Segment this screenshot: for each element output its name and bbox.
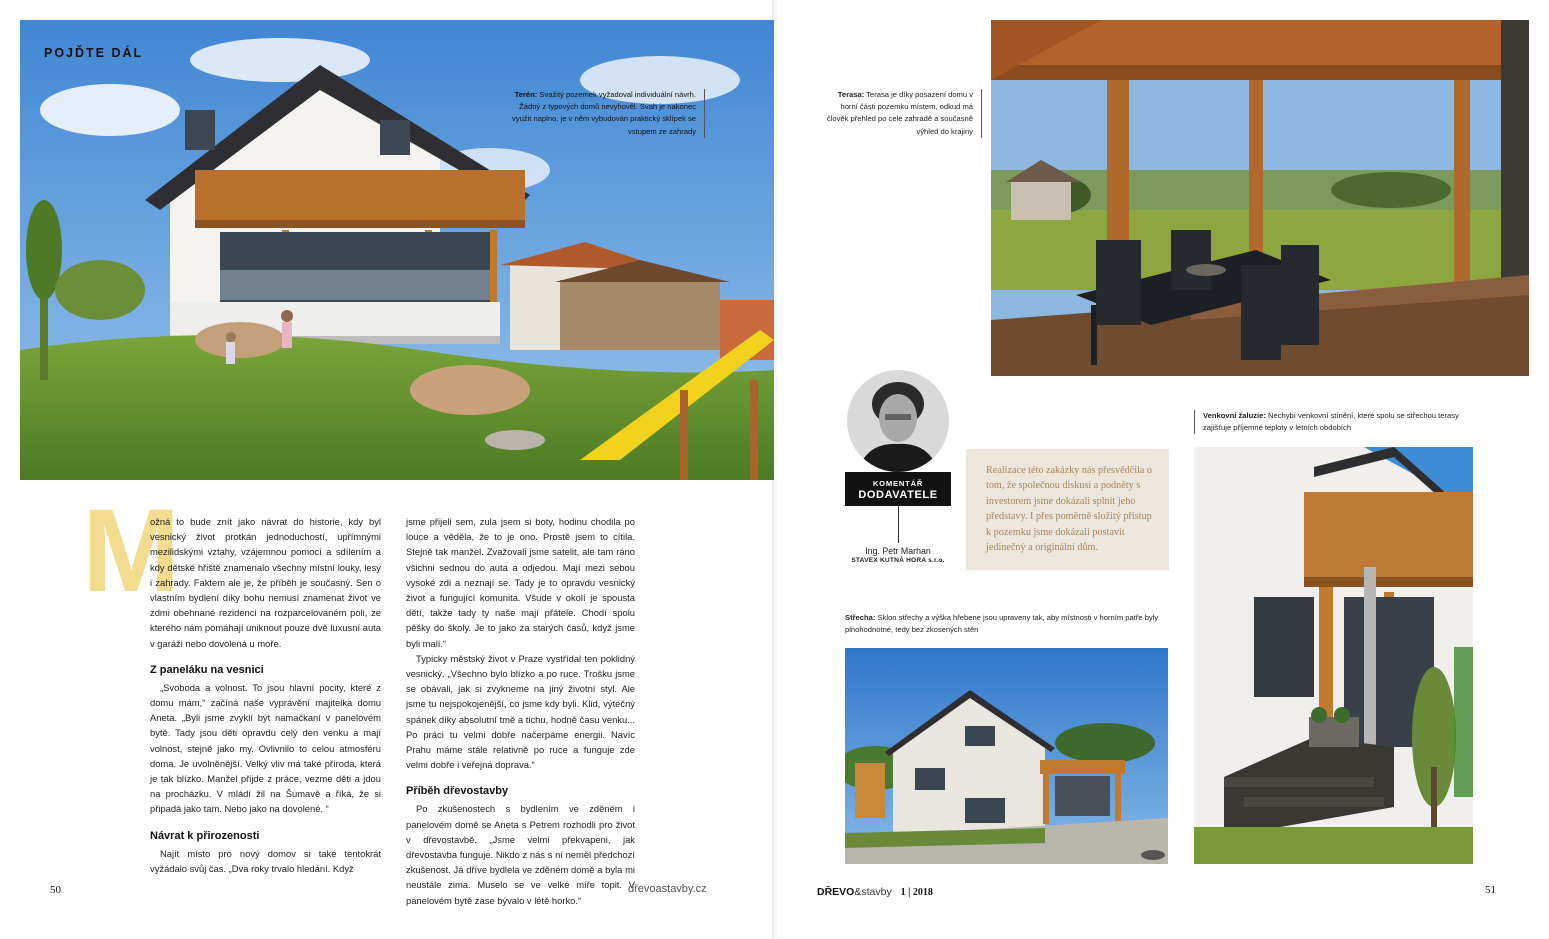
footer-logo-part-a: DŘEVO bbox=[817, 886, 855, 898]
article-column-1 bbox=[150, 514, 381, 876]
footer-logo-website: dřevoastavby.cz bbox=[628, 883, 707, 895]
caption-roof-text: Sklon střechy a výška hřebene jsou upraveny tak, aby místnosti v horním patře byly plnohodnotné, tedy bez zkosených stěn bbox=[845, 613, 1159, 635]
supplier-quote-box bbox=[966, 449, 1169, 570]
subheading-wood-story: Příběh dřevostavby bbox=[406, 785, 509, 798]
section-tag: POJĎTE DÁL bbox=[44, 46, 144, 60]
caption-terrain bbox=[510, 89, 705, 138]
caption-blinds-label: Venkovní žaluzie: bbox=[1203, 411, 1266, 420]
caption-terrace-label: Terasa: bbox=[837, 90, 865, 99]
page-number-left: 50 bbox=[50, 884, 61, 896]
paragraph: Najít místo pro nový domov si také tentokrát vyžádalo svůj čas. „Dva roky trvalo hledání. Když bbox=[150, 847, 381, 874]
paragraph: Po zkušenostech s bydlením ve zděném i panelovém domě se Aneta s Petrem rozhodli pro život v dřevostavbě. „Jsme velmi překvapeni, jak dřevostavba funguje. Nikdo z nás s ní neměl předchozí zkušenost. Já dříve bydlela ve zděném domě a byla mi neustále zima. Muselo se ve velké míře topit. V panelovém bytě zase bývalo v létě horko.“ bbox=[406, 803, 635, 906]
supplier-comment-label bbox=[845, 472, 951, 506]
supplier-quote-text: Realizace této zakázky nás přesvědčila o tom, že společnou diskusí a podněty s investorem jsme dokázali splnit jeho představy. I přes poměrně složitý přístup k pozemku jsme dokázali postavit jedinečný a originální dům. bbox=[986, 465, 1153, 554]
paragraph: jsme přijeli sem, zula jsem si boty, hodinu chodila po louce a věděla, že to je ono. Prostě jsem to cítila. Stejně tak manžel. Zvažovali jsme satelit, ale tam ráno všichni sednou do auta a odjedou. Mají mezi sebou vysoké zdi a neznají se. Tady je to opravdu vesnický život a fungující komunita. Všude v okolí je spousta dětí, takže tady ty naše mají přátele. Chodí spolu pěšky do školy. Je to jako za starých časů, když jsme byli malí.“ bbox=[406, 516, 635, 649]
comment-label-bottom: DODAVATELE bbox=[858, 489, 938, 501]
paragraph: Typicky městský život v Praze vystřídal ten poklidný vesnický. „Všechno bylo blízko a po ruce. Trošku jsme se obávali, jak si zvykneme na jiný životní styl. Ale jsme tu nejspokojenější, co jsme kdy byli. Klid, výtečný spánek díky absolutní tmě a tichu, hodně času venku... Po práci tu velmi dobře načerpáme energii. Navíc Prahu máme stále relativně po ruce a funguje zde velmi dobře i veřejná doprava.“ bbox=[406, 652, 635, 771]
terrace-photo bbox=[991, 20, 1529, 376]
article-column-2 bbox=[406, 514, 635, 908]
caption-terrain-text: Svažitý pozemek vyžadoval individuální návrh. Žádný z typových domů nevyhověl. Svah je nakonec využit naplno, je v něm vybudován praktický sklípek se vstupem ze zahrady bbox=[511, 90, 696, 136]
caption-terrain-label: Terén: bbox=[514, 90, 538, 99]
page-number-right: 51 bbox=[1485, 884, 1496, 896]
caption-roof bbox=[845, 612, 1175, 636]
supplier-firm: STAVEX KUTNÁ HORA s.r.o. bbox=[851, 557, 945, 564]
supplier-name: Ing. Petr Marhan bbox=[865, 546, 931, 556]
paragraph: ožná to bude znít jako návrat do historie, kdy byl vesnický život protkán jednoduchostí, upřímnými mezilidskými vztahy, vzájemnou pomocí a sdílením a kdy dětské hřiště znamenalo všechny místní louky, lesy i zahrady. Faktem ale je, že příběh je současný. Sen o vlastním bydlení díky bohu nemusí znamenat život ve zdmi obehnané rezidenci na rozparcelovaném poli, ze kterého nám pomáhají uniknout pouze dvě luxusní auta v garáži nebo dovolená u moře. bbox=[150, 516, 381, 649]
issue-number: 1 | 2018 bbox=[900, 887, 933, 898]
footer-logo-magazine bbox=[817, 886, 933, 898]
supplier-divider bbox=[898, 506, 899, 543]
supplier-portrait bbox=[847, 370, 949, 472]
caption-terrace-text: Terasa je díky posazení domu v horní části pozemku místem, odkud má člověk přehled po celé zahradě a současně výhled do krajiny bbox=[826, 90, 973, 136]
caption-roof-label: Střecha: bbox=[845, 613, 876, 622]
subheading-from-panel: Z paneláku na vesnici bbox=[150, 663, 264, 676]
subheading-return-to-nature: Návrat k přirozenosti bbox=[150, 829, 260, 842]
drop-cap: M bbox=[82, 485, 181, 617]
caption-terrace bbox=[823, 89, 982, 138]
footer-logo-part-b: &stavby bbox=[854, 886, 892, 898]
right-page bbox=[777, 0, 1549, 939]
caption-blinds-text: Nechybí venkovní stínění, které spolu se střechou terasy zajišťuje příjemné teploty v letních obdobích bbox=[1203, 411, 1459, 433]
roof-house-photo bbox=[845, 648, 1168, 864]
entrance-blinds-photo bbox=[1194, 447, 1473, 864]
left-page bbox=[0, 0, 772, 939]
comment-label-top: KOMENTÁŘ bbox=[872, 479, 924, 488]
paragraph: „Svoboda a volnost. To jsou hlavní pocity, které z domu mám,“ začíná naše vyprávění majitelka domu Aneta. „Byli jsme zvyklí být namačkaní v panelovém bytě. Tady jsou děti opravdu celý den venku a mají volnost, stejně jako my. Ovlivnilo to celou atmosféru doma. Je uvolněnější. Velký vliv má také příroda, která je tak blízko. Manžel přijde z práce, vezme děti a jdou na procházku. V mládí žil na Šumavě a říká, že si připadá jako tam. Nebo jako na dovolené. “ bbox=[150, 681, 381, 815]
caption-blinds bbox=[1194, 410, 1483, 434]
